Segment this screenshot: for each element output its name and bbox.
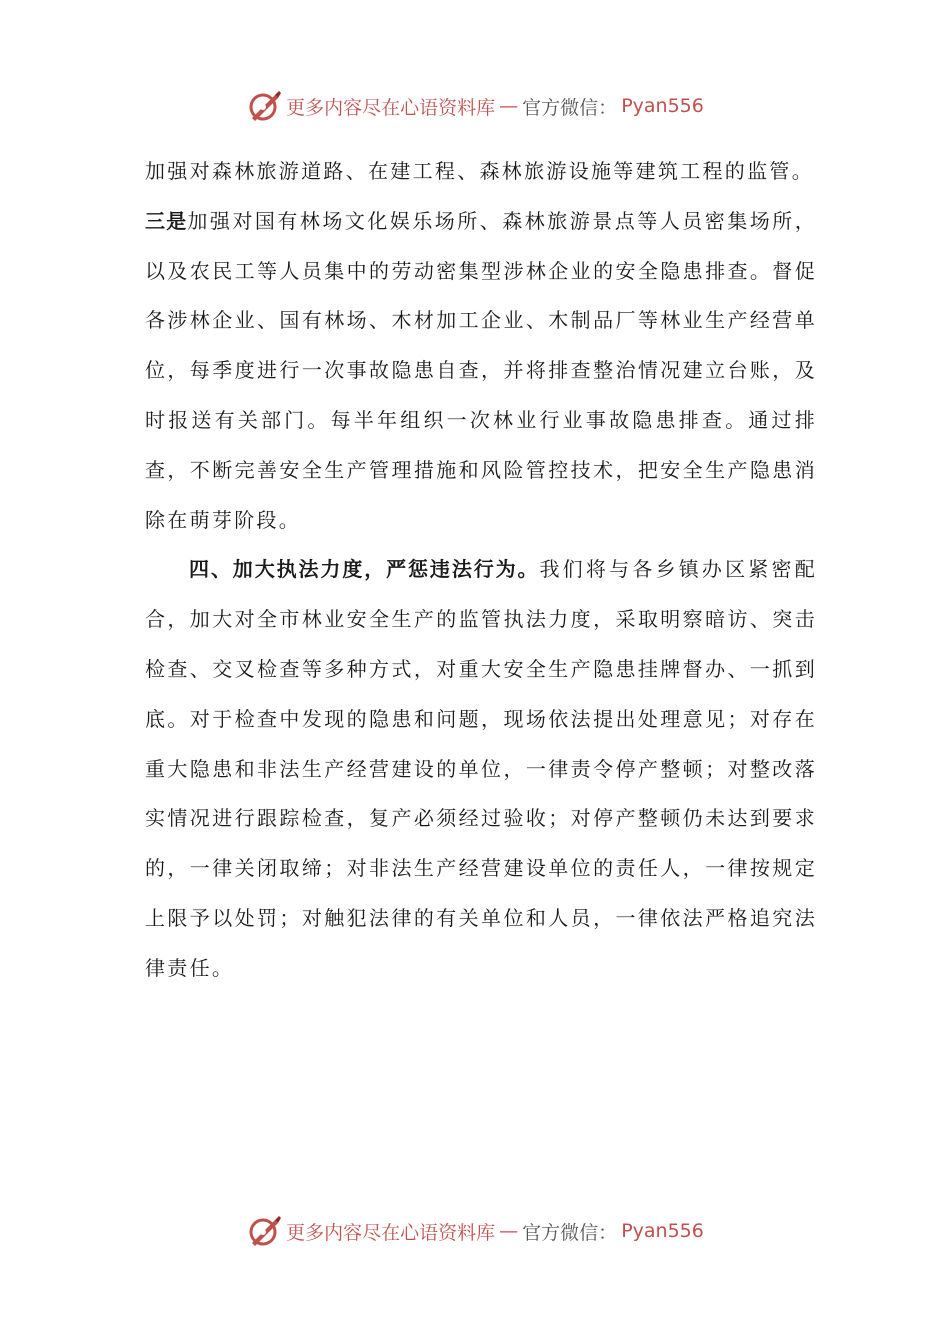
header-banner bbox=[0, 86, 950, 126]
paragraph-3 bbox=[145, 545, 817, 993]
footer-brand-text: 更多内容尽在心语资料库 bbox=[286, 1221, 496, 1244]
paragraph-2 bbox=[145, 197, 817, 546]
footer-banner bbox=[0, 1211, 950, 1251]
header-wechat-label: 官方微信： bbox=[522, 96, 618, 119]
footer-account: Pyan556 bbox=[621, 1220, 704, 1242]
header-account: Pyan556 bbox=[621, 95, 704, 117]
header-dash: — bbox=[499, 95, 519, 117]
paragraph-2-lead: 三是 bbox=[145, 208, 188, 233]
paragraph-3-heading: 四、加大执法力度，严惩违法行为。 bbox=[189, 557, 540, 582]
document-body bbox=[145, 147, 817, 994]
paragraph-2-text: 加强对国有林场文化娱乐场所、森林旅游景点等人员密集场所，以及农民工等人员集中的劳动密集型涉林企业的安全隐患排查。督促各涉林企业、国有林场、木材加工企业、木制品厂等林业生产经营单位，每季度进行一次事故隐患自查，并将排查整治情况建立台账，及时报送有关部门。每半年组织一次林业行业事故隐患排查。通过排查，不断完善安全生产管理措施和风险管控技术，把安全生产隐患消除在萌芽阶段。 bbox=[145, 208, 817, 532]
header-brand-text: 更多内容尽在心语资料库 bbox=[286, 96, 496, 119]
footer-dash: — bbox=[499, 1220, 519, 1242]
pen-circle-logo-icon bbox=[246, 88, 282, 124]
paragraph-1: 加强对森林旅游道路、在建工程、森林旅游设施等建筑工程的监管。 bbox=[145, 159, 814, 183]
footer-wechat-label: 官方微信： bbox=[522, 1221, 618, 1244]
pen-circle-logo-icon bbox=[246, 1213, 282, 1249]
paragraph-3-text: 我们将与各乡镇办区紧密配合，加大对全市林业安全生产的监管执法力度，采取明察暗访、突击检查、交叉检查等多种方式，对重大安全生产隐患挂牌督办、一抓到底。对于检查中发现的隐患和问题，现场依法提出处理意见；对存在重大隐患和非法生产经营建设的单位，一律责令停产整顿；对整改落实情况进行跟踪检查，复产必须经过验收；对停产整顿仍未达到要求的，一律关闭取缔；对非法生产经营建设单位的责任人，一律按规定上限予以处罚；对触犯法律的有关单位和人员，一律依法严格追究法律责任。 bbox=[145, 557, 818, 980]
